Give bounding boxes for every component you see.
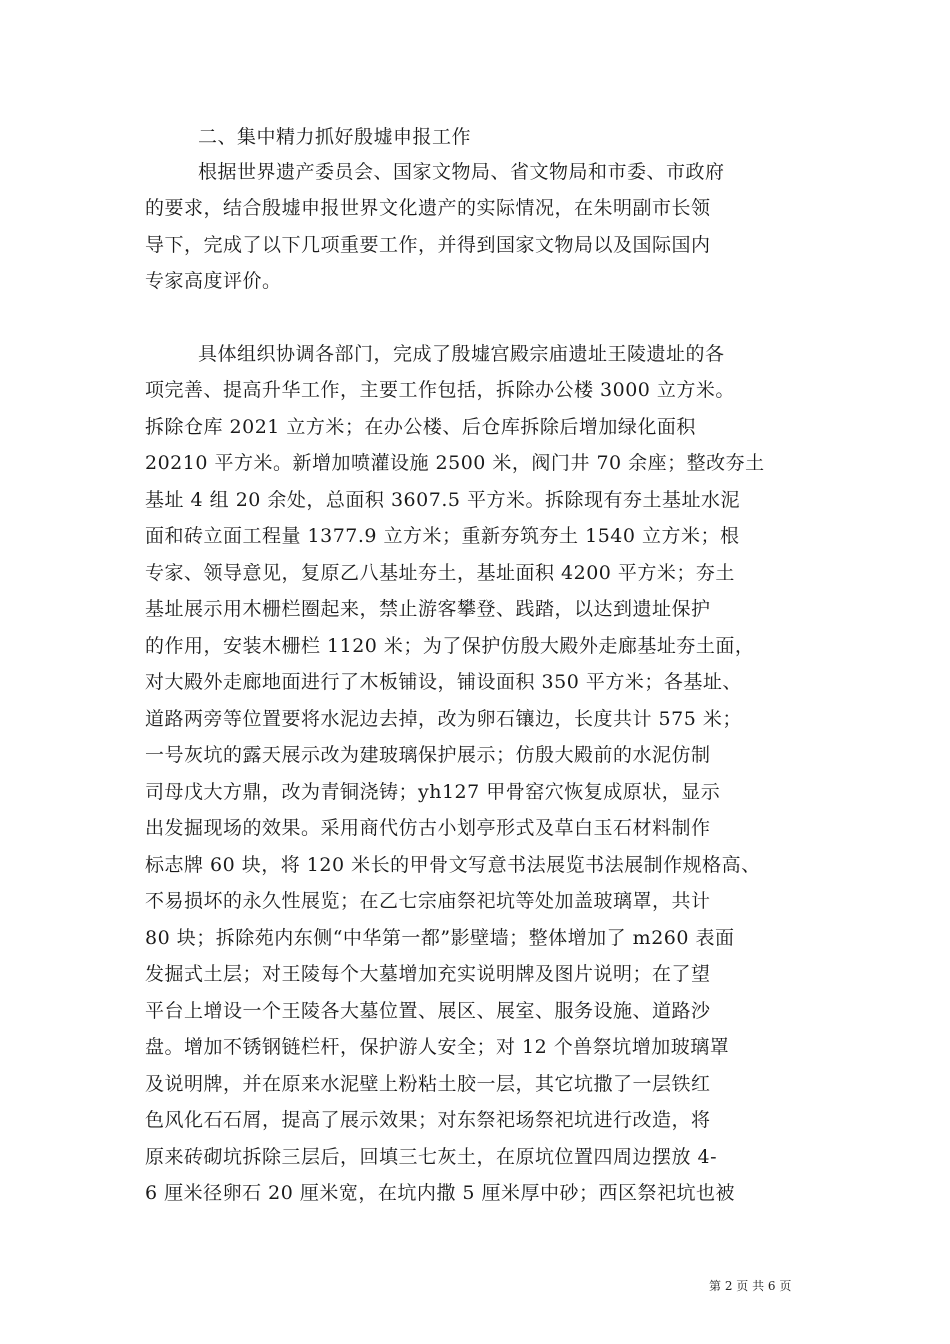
paragraph-line: 项完善、提高升华工作，主要工作包括，拆除办公楼 3000 立方米。 [145,379,735,401]
paragraph-line: 面和砖立面工程量 1377.9 立方米；重新夯筑夯土 1540 立方米；根 [145,525,740,547]
paragraph-line: 平台上增设一个王陵各大墓位置、展区、展室、服务设施、道路沙 [145,1000,711,1022]
paragraph-line: 80 块；拆除苑内东侧“中华第一都”影壁墙；整体增加了 m260 表面 [145,927,735,949]
paragraph-line: 20210 平方米。新增加喷灌设施 2500 米，阀门井 70 余座；整改夯土 [145,452,765,474]
paragraph-line: 导下，完成了以下几项重要工作，并得到国家文物局以及国际国内 [145,234,711,256]
paragraph-line: 出发掘现场的效果。采用商代仿古小划亭形式及草白玉石材料制作 [145,817,711,839]
paragraph-line: 一号灰坑的露天展示改为建玻璃保护展示；仿殷大殿前的水泥仿制 [145,744,711,766]
paragraph-line: 及说明牌，并在原来水泥壁上粉粘土胶一层，其它坑撒了一层铁红 [145,1073,711,1095]
paragraph-line: 的要求，结合殷墟申报世界文化遗产的实际情况，在朱明副市长领 [145,197,711,219]
paragraph-line: 发掘式土层；对王陵每个大墓增加充实说明牌及图片说明；在了望 [145,963,711,985]
paragraph-line: 色风化石石屑，提高了展示效果；对东祭祀场祭祀坑进行改造，将 [145,1109,711,1131]
paragraph-line: 专家高度评价。 [145,270,282,292]
section-heading: 二、集中精力抓好殷墟申报工作 [198,126,472,148]
paragraph-line: 拆除仓库 2021 立方米；在办公楼、后仓库拆除后增加绿化面积 [145,416,696,438]
paragraph-line: 基址 4 组 20 余处，总面积 3607.5 平方米。拆除现有夯土基址水泥 [145,489,740,511]
paragraph-line: 根据世界遗产委员会、国家文物局、省文物局和市委、市政府 [198,161,725,183]
paragraph-line: 道路两旁等位置要将水泥边去掉，改为卵石镶边，长度共计 575 米； [145,708,742,730]
paragraph-line: 司母戊大方鼎，改为青铜浇铸；yh127 甲骨窑穴恢复成原状，显示 [145,781,721,803]
paragraph-line: 对大殿外走廊地面进行了木板铺设，铺设面积 350 平方米；各基址、 [145,671,742,693]
paragraph-line: 专家、领导意见，复原乙八基址夯土，基址面积 4200 平方米；夯土 [145,562,735,584]
paragraph-line: 标志牌 60 块，将 120 米长的甲骨文写意书法展览书法展制作规格高、 [145,854,761,876]
paragraph-line: 6 厘米径卵石 20 厘米宽，在坑内撒 5 厘米厚中砂；西区祭祀坑也被 [145,1182,736,1204]
paragraph-line: 的作用，安装木栅栏 1120 米；为了保护仿殷大殿外走廊基址夯土面， [145,635,755,657]
paragraph-line: 原来砖砌坑拆除三层后，回填三七灰土，在原坑位置四周边摆放 4- [145,1146,718,1168]
paragraph-line: 基址展示用木栅栏圈起来，禁止游客攀登、践踏，以达到遗址保护 [145,598,711,620]
paragraph-line: 盘。增加不锈钢链栏杆，保护游人安全；对 12 个兽祭坑增加玻璃罩 [145,1036,730,1058]
page-number-footer: 第 2 页 共 6 页 [709,1279,792,1293]
paragraph-line: 不易损坏的永久性展览；在乙七宗庙祭祀坑等处加盖玻璃罩，共计 [145,890,711,912]
paragraph-line: 具体组织协调各部门，完成了殷墟宫殿宗庙遗址王陵遗址的各 [198,343,725,365]
